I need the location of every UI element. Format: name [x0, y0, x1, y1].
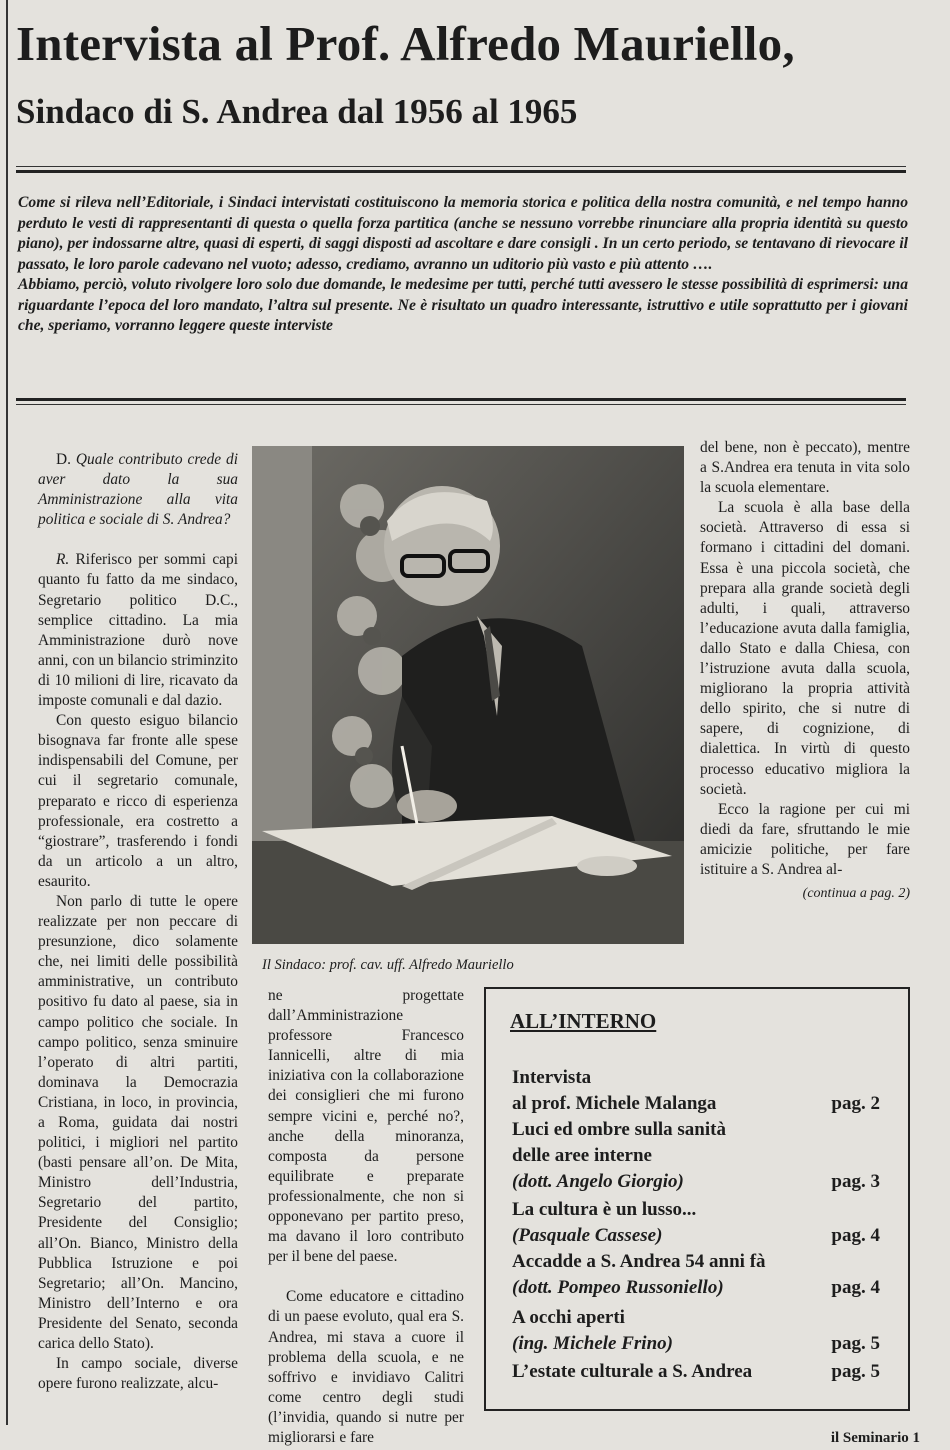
- intro-text: Abbiamo, perciò, voluto rivolgere loro solo due domande, le medesime per tutti, perché tutti avessero le stesse possibilità di esprimersi: una riguardante l’epoca del loro mandato, l’altra sul presente. Ne è risultato un quadro interessante, istruttivo e utile soprattutto per i giovani che, speriamo, vorranno leggere queste interviste: [18, 276, 908, 334]
- article-column-2: [268, 986, 464, 1448]
- subheadline: Sindaco di S. Andrea dal 1956 al 1965: [16, 92, 578, 131]
- intro-paragraph: [18, 193, 908, 337]
- toc-item-title: delle aree interne: [512, 1145, 652, 1166]
- mayor-photo-illustration: [252, 446, 684, 944]
- article-paragraph: La scuola è alla base della società. Attraverso di essa si formano i cittadini del domani. Essa è una piccola società, che prepara alla grande società degli adulti, i quali, attraverso l’educazione avuta dalla famiglia, dallo Stato e dalla Chiesa, con l’istruzione avuta dalla scuola, migliorano la propria attività dello spirito, che si nutre di sapere, di cognizione, di dialettica. In virtù di questo processo educativo migliora la società.: [700, 499, 910, 798]
- headline: Intervista al Prof. Alfredo Mauriello,: [16, 16, 795, 71]
- toc-page-ref: pag. 4: [831, 1277, 880, 1298]
- photo-caption: Il Sindaco: prof. cav. uff. Alfredo Mauriello: [262, 957, 514, 973]
- toc-page-ref: pag. 4: [831, 1225, 880, 1246]
- answer-text: Riferisco per sommi capi quanto fu fatto da me sindaco, Segretario politico D.C., semplice cittadino. La mia Amministrazione durò nove anni, con un bilancio striminzito di 10 milioni di lire, ricavato da imposte comunali e dal dazio.: [38, 551, 238, 710]
- intro-text: Come si rileva nell’Editoriale, i Sindaci intervistati costituiscono la memoria storica e politica della nostra comunità, e nel tempo hanno perduto le vesti di rappresentanti di questa o quella forza partitica (anche se nessuno vorrebbe rinunciare alla propria identità su questo piano), per indossarne altre, quasi di esperti, di saggi disposti ad ascoltare e dare consigli . In un certo periodo, se tentavano di rievocare il passato, le loro parole cadevano nel vuoto; adesso, crediamo, avranno un uditorio più vasto e più attento ….: [18, 194, 908, 273]
- toc-page-ref: pag. 3: [831, 1171, 880, 1192]
- toc-item-author: (dott. Angelo Giorgio): [512, 1171, 684, 1192]
- toc-item[interactable]: [512, 1359, 890, 1385]
- toc-item-title: A occhi aperti: [512, 1307, 625, 1328]
- toc-page-ref: pag. 5: [831, 1333, 880, 1354]
- toc-item[interactable]: [512, 1197, 890, 1249]
- interview-question: [38, 450, 238, 530]
- toc-page-ref: pag. 2: [831, 1093, 880, 1114]
- divider: [16, 404, 906, 405]
- question-label: D.: [56, 451, 71, 468]
- answer-paragraph: [38, 550, 238, 711]
- toc-item[interactable]: [512, 1249, 890, 1301]
- contents-title: ALL’INTERNO: [510, 1009, 657, 1033]
- toc-item-author: (Pasquale Cassese): [512, 1225, 663, 1246]
- divider: [16, 398, 906, 401]
- divider: [16, 170, 906, 173]
- toc-item-title: Accadde a S. Andrea 54 anni fà: [512, 1251, 766, 1272]
- toc-item[interactable]: [512, 1305, 890, 1357]
- answer-paragraph: Con questo esiguo bilancio bisognava far fronte alle spese indispensabili del Comune, per cui il segretario comunale, preparato e ricco di esperienza professionale, era costretto a “giostrare”, trasferendo i fondi da un articolo a un altro, esaurito.: [38, 712, 238, 890]
- article-paragraph: ne progettate dall’Amministrazione professore Francesco Iannicelli, altre di mia iniziativa con la collaborazione dei consiglieri che mi furono sempre vicini e, perché no?, anche della minoranza, composta da persone equilibrate e preparate professionalmente, che non si opponevano per partito preso, ma davano il loro contributo per il bene del paese.: [268, 987, 464, 1266]
- divider: [16, 166, 906, 167]
- toc-item-title: Intervista: [512, 1067, 592, 1088]
- toc-item-title: L’estate culturale a S. Andrea: [512, 1361, 753, 1382]
- answer-label: R.: [56, 551, 70, 569]
- answer-paragraph: In campo sociale, diverse opere furono realizzate, alcu-: [38, 1355, 238, 1393]
- article-column-1: [38, 450, 238, 1394]
- article-paragraph: Come educatore e cittadino di un paese evoluto, qual era S. Andrea, mi stava a cuore il problema della scuola, e ne soffrivo e invidiavo Calitri come centro degli studi (l’invidia, quando si nutre per migliorarsi e fare: [268, 1288, 464, 1446]
- article-paragraph: del bene, non è peccato), mentre a S.Andrea era tenuta in vita solo la scuola elementare.: [700, 439, 910, 497]
- toc-item-author: (ing. Michele Frino): [512, 1333, 673, 1354]
- toc-item-title: al prof. Michele Malanga: [512, 1093, 717, 1114]
- question-text: Quale contributo crede di aver dato la sua Amministrazione alla vita politica e sociale di S. Andrea?: [38, 451, 238, 529]
- article-paragraph: Ecco la ragione per cui mi diedi da fare, sfruttando le mie amicizie politiche, per fare istituire a S. Andrea al-: [700, 800, 910, 878]
- answer-paragraph: Non parlo di tutte le opere realizzate per non peccare di presunzione, dico solamente che, nei limiti delle possibilità amministrative, un contributo positivo fu dato al paese, sia in campo politico che sociale. In campo politico, senza sminuire l’operato di altri partiti, dominava la Democrazia Cristiana, in loco, in provincia, a Roma, guidata dai nostri politici, i migliori nel partito (basti pensare all’on. De Mita, Ministro dell’Industria, Segretario del partito, Presidente del Consiglio; all’On. Bianco, Ministro della Pubblica Istruzione e poi Segretario; all’On. Mancino, Ministro dell’Interno e ora Presidente del Senato, seconda carica dello Stato).: [38, 892, 238, 1353]
- toc-item[interactable]: [512, 1065, 890, 1117]
- toc-item-title: La cultura è un lusso...: [512, 1199, 697, 1220]
- contents-box: [484, 987, 910, 1411]
- page-footer: il Seminario 1: [830, 1430, 920, 1446]
- article-column-3: [700, 438, 910, 904]
- toc-item-author: (dott. Pompeo Russoniello): [512, 1277, 724, 1298]
- toc-page-ref: pag. 5: [831, 1361, 880, 1382]
- left-margin-rule: [6, 0, 8, 1425]
- toc-item[interactable]: [512, 1117, 890, 1195]
- toc-item-title: Luci ed ombre sulla sanità: [512, 1119, 726, 1140]
- mayor-photo: [252, 446, 684, 944]
- continue-note: (continua a pag. 2): [802, 886, 910, 902]
